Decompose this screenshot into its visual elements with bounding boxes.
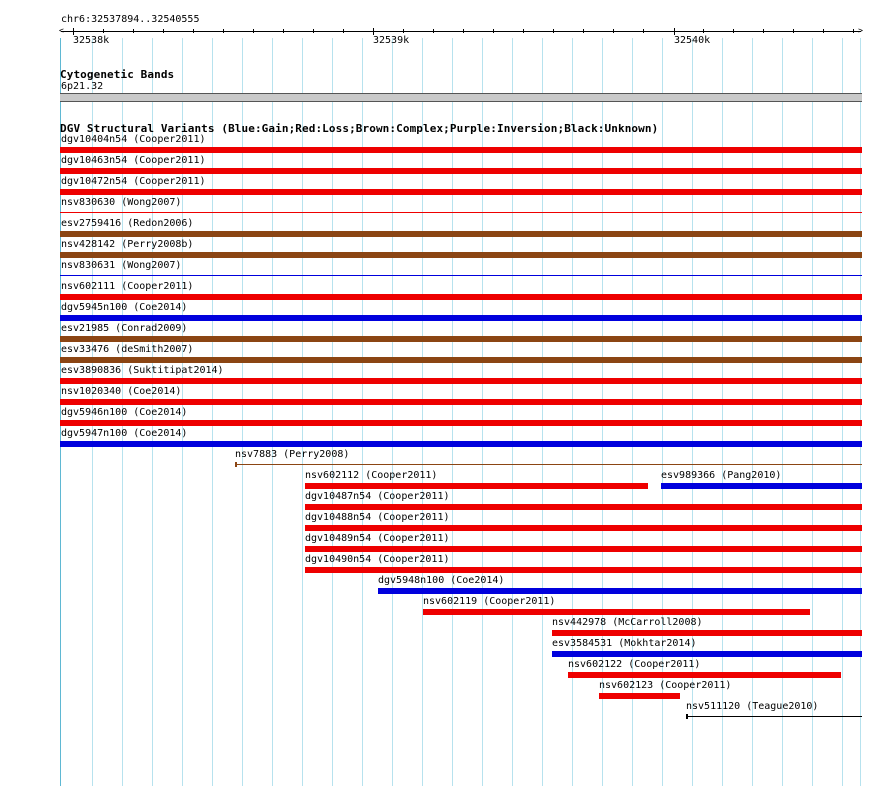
ruler-minor-tick bbox=[793, 29, 794, 33]
sv-feature-label[interactable]: esv3584531 (Mokhtar2014) bbox=[552, 638, 697, 649]
sv-feature-bar[interactable] bbox=[60, 420, 862, 426]
ruler-minor-tick bbox=[343, 29, 344, 33]
sv-feature-bar[interactable] bbox=[686, 716, 862, 717]
cytoband-label: 6p21.32 bbox=[61, 81, 104, 92]
sv-feature-label[interactable]: nsv602111 (Cooper2011) bbox=[61, 281, 194, 292]
sv-feature-bar[interactable] bbox=[60, 147, 862, 153]
sv-feature-label[interactable]: dgv10490n54 (Cooper2011) bbox=[305, 554, 450, 565]
coordinate-ruler[interactable] bbox=[59, 26, 863, 41]
sv-feature-label[interactable]: dgv5947n100 (Coe2014) bbox=[61, 428, 188, 439]
ruler-axis bbox=[61, 31, 861, 32]
arrow-right-icon: > bbox=[858, 26, 863, 35]
ruler-minor-tick bbox=[253, 29, 254, 33]
sv-feature-bar[interactable] bbox=[60, 275, 862, 276]
sv-feature-bar[interactable] bbox=[235, 464, 862, 465]
sv-feature-bar[interactable] bbox=[305, 504, 862, 510]
dgv-track-title[interactable]: DGV Structural Variants (Blue:Gain;Red:Loss;Brown:Complex;Purple:Inversion;Black:Unknown) bbox=[60, 122, 659, 135]
sv-feature-label[interactable]: esv3890836 (Suktitipat2014) bbox=[61, 365, 224, 376]
ruler-minor-tick bbox=[163, 29, 164, 33]
sv-feature-bar[interactable] bbox=[60, 168, 862, 174]
ruler-minor-tick bbox=[823, 29, 824, 33]
sv-feature-bar[interactable] bbox=[552, 651, 862, 657]
arrow-left-icon: < bbox=[59, 26, 64, 35]
sv-feature-label[interactable]: dgv10487n54 (Cooper2011) bbox=[305, 491, 450, 502]
sv-feature-label[interactable]: nsv830631 (Wong2007) bbox=[61, 260, 182, 271]
cytoband-ideogram[interactable] bbox=[60, 93, 862, 102]
ruler-minor-tick bbox=[223, 29, 224, 33]
sv-feature-label[interactable]: dgv10472n54 (Cooper2011) bbox=[61, 176, 206, 187]
sv-feature-label[interactable]: esv33476 (deSmith2007) bbox=[61, 344, 194, 355]
ruler-minor-tick bbox=[193, 29, 194, 33]
sv-feature-label[interactable]: esv989366 (Pang2010) bbox=[661, 470, 782, 481]
ruler-minor-tick bbox=[613, 29, 614, 33]
sv-feature-bar[interactable] bbox=[661, 483, 862, 489]
ruler-minor-tick bbox=[433, 29, 434, 33]
sv-feature-label[interactable]: nsv602123 (Cooper2011) bbox=[599, 680, 732, 691]
sv-feature-bar[interactable] bbox=[552, 630, 862, 636]
ruler-minor-tick bbox=[463, 29, 464, 33]
sv-feature-bar[interactable] bbox=[60, 357, 862, 363]
sv-feature-label[interactable]: nsv442978 (McCarroll2008) bbox=[552, 617, 703, 628]
sv-feature-label[interactable]: esv21985 (Conrad2009) bbox=[61, 323, 188, 334]
sv-feature-bar[interactable] bbox=[60, 378, 862, 384]
sv-feature-label[interactable]: nsv602122 (Cooper2011) bbox=[568, 659, 701, 670]
sv-feature-bar[interactable] bbox=[60, 189, 862, 195]
sv-feature-bar[interactable] bbox=[60, 231, 862, 237]
ruler-minor-tick bbox=[403, 29, 404, 33]
ruler-major-tick bbox=[373, 28, 374, 35]
sv-feature-bar[interactable] bbox=[60, 336, 862, 342]
sv-feature-bar[interactable] bbox=[568, 672, 841, 678]
sv-feature-label[interactable]: nsv511120 (Teague2010) bbox=[686, 701, 819, 712]
sv-feature-bar[interactable] bbox=[60, 252, 862, 258]
sv-feature-label[interactable]: dgv10489n54 (Cooper2011) bbox=[305, 533, 450, 544]
sv-feature-bar[interactable] bbox=[305, 546, 862, 552]
sv-feature-bar[interactable] bbox=[378, 588, 862, 594]
sv-feature-label[interactable]: nsv1020340 (Coe2014) bbox=[61, 386, 182, 397]
ruler-minor-tick bbox=[313, 29, 314, 33]
sv-feature-label[interactable]: dgv5945n100 (Coe2014) bbox=[61, 302, 188, 313]
ruler-major-tick bbox=[674, 28, 675, 35]
ruler-minor-tick bbox=[133, 29, 134, 33]
sv-feature-bar[interactable] bbox=[60, 212, 862, 213]
sv-feature-label[interactable]: nsv602112 (Cooper2011) bbox=[305, 470, 438, 481]
sv-feature-bar[interactable] bbox=[305, 483, 648, 489]
sv-feature-bar[interactable] bbox=[60, 441, 862, 447]
ruler-tick-label: 32538k bbox=[73, 35, 110, 46]
sv-feature-bar[interactable] bbox=[423, 609, 810, 615]
sv-feature-bar[interactable] bbox=[599, 693, 680, 699]
ruler-minor-tick bbox=[493, 29, 494, 33]
ruler-minor-tick bbox=[553, 29, 554, 33]
sv-feature-label[interactable]: nsv428142 (Perry2008b) bbox=[61, 239, 194, 250]
sv-feature-bar[interactable] bbox=[60, 294, 862, 300]
ruler-minor-tick bbox=[583, 29, 584, 33]
ruler-minor-tick bbox=[643, 29, 644, 33]
ruler-minor-tick bbox=[103, 29, 104, 33]
cytoband-track-title[interactable]: Cytogenetic Bands bbox=[60, 68, 175, 81]
sv-feature-label[interactable]: esv2759416 (Redon2006) bbox=[61, 218, 194, 229]
sv-feature-label[interactable]: nsv602119 (Cooper2011) bbox=[423, 596, 556, 607]
ruler-minor-tick bbox=[763, 29, 764, 33]
ruler-tick-label: 32540k bbox=[674, 35, 711, 46]
sv-feature-label[interactable]: dgv5946n100 (Coe2014) bbox=[61, 407, 188, 418]
sv-feature-label[interactable]: nsv7883 (Perry2008) bbox=[235, 449, 350, 460]
sv-feature-label[interactable]: dgv10488n54 (Cooper2011) bbox=[305, 512, 450, 523]
ruler-minor-tick bbox=[853, 29, 854, 33]
sv-feature-start-mark bbox=[235, 462, 237, 467]
sv-feature-label[interactable]: dgv5948n100 (Coe2014) bbox=[378, 575, 505, 586]
ruler-minor-tick bbox=[523, 29, 524, 33]
sv-feature-bar[interactable] bbox=[305, 567, 862, 573]
sv-feature-bar[interactable] bbox=[305, 525, 862, 531]
ruler-major-tick bbox=[73, 28, 74, 35]
sv-feature-label[interactable]: dgv10404n54 (Cooper2011) bbox=[61, 134, 206, 145]
ruler-tick-label: 32539k bbox=[373, 35, 410, 46]
sv-feature-label[interactable]: nsv830630 (Wong2007) bbox=[61, 197, 182, 208]
sv-feature-start-mark bbox=[686, 714, 688, 719]
ruler-minor-tick bbox=[283, 29, 284, 33]
ruler-minor-tick bbox=[733, 29, 734, 33]
sv-feature-bar[interactable] bbox=[60, 315, 862, 321]
locus-label: chr6:32537894..32540555 bbox=[61, 14, 200, 25]
ruler-minor-tick bbox=[703, 29, 704, 33]
sv-feature-bar[interactable] bbox=[60, 399, 862, 405]
sv-feature-label[interactable]: dgv10463n54 (Cooper2011) bbox=[61, 155, 206, 166]
